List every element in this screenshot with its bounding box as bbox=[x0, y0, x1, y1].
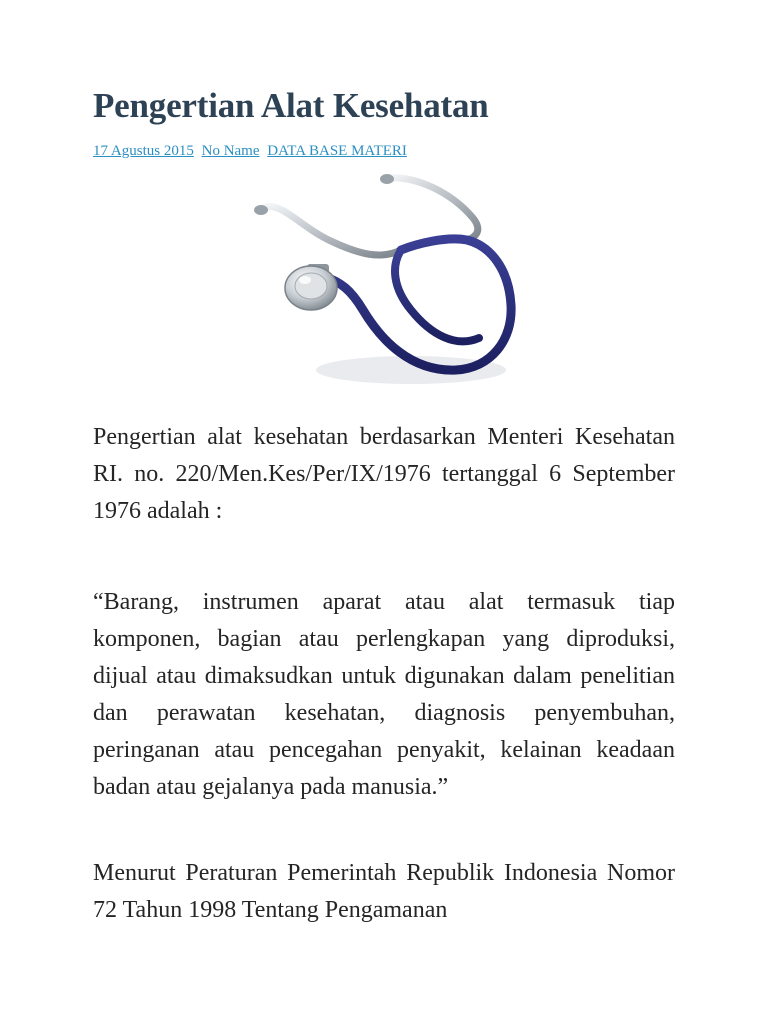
paragraph-definition-quote: “Barang, instrumen aparat atau alat termasuk tiap komponen, bagian atau perlengkapan yang diproduksi, dijual atau dimaksudkan untuk digunakan dalam penelitian dan perawatan kesehatan, diagnosis penyembuhan, peringanan atau pencegahan penyakit, kelainan keadaan badan atau gejalanya pada manusia.” bbox=[93, 589, 675, 800]
paragraph-regulation: Menurut Peraturan Pemerintah Republik Indonesia Nomor 72 Tahun 1998 Tentang Pengamanan bbox=[93, 860, 675, 923]
article-title: Pengertian Alat Kesehatan bbox=[93, 86, 489, 125]
category-link[interactable]: DATA BASE MATERI bbox=[267, 143, 407, 159]
paragraph-definition-intro: Pengertian alat kesehatan berdasarkan Menteri Kesehatan RI. no. 220/Men.Kes/Per/IX/1976 tertanggal 6 September 1976 adalah : bbox=[93, 424, 675, 524]
stethoscope-image bbox=[241, 170, 523, 400]
post-date-link[interactable]: 17 Agustus 2015 bbox=[93, 143, 194, 159]
article-meta bbox=[93, 143, 411, 160]
author-link[interactable]: No Name bbox=[201, 143, 260, 159]
